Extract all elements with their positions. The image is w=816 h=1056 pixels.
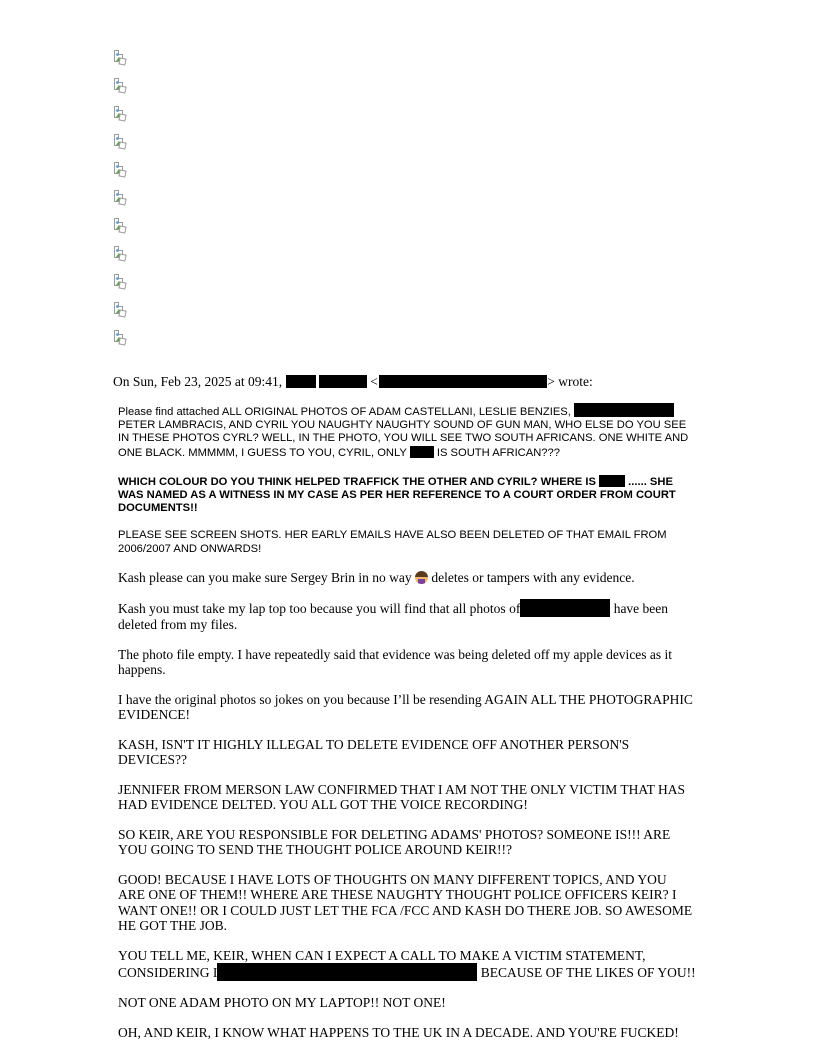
broken-image-icon[interactable] [113, 50, 126, 65]
redacted-name [520, 599, 610, 617]
paragraph-9: JENNIFER FROM MERSON LAW CONFIRMED THAT I AM NOT THE ONLY VICTIM THAT HAS HAD EVIDENCE DELTED. YOU ALL GOT THE VOICE RECORDING! [118, 781, 685, 813]
text: WHICH COLOUR DO YOU THINK HELPED TRAFFICK THE OTHER AND CYRIL? WHERE IS [118, 475, 596, 488]
redacted-sender-first-name [286, 375, 316, 388]
paragraph-8: KASH, ISN'T IT HIGHLY ILLEGAL TO DELETE EVIDENCE OFF ANOTHER PERSON'S DEVICES?? [118, 736, 630, 768]
broken-image-icon[interactable] [113, 162, 126, 177]
paragraph-2 [118, 475, 696, 516]
paragraph-10: SO KEIR, ARE YOU RESPONSIBLE FOR DELETING ADAMS' PHOTOS? SOMEONE IS!!! ARE YOU GOING TO SEND THE THOUGHT POLICE AROUND KEIR!!? [118, 826, 671, 858]
quoted-message [118, 400, 696, 1040]
attached-image-list [113, 50, 126, 358]
broken-image-icon[interactable] [113, 106, 126, 121]
redacted-text [217, 963, 477, 981]
text: BECAUSE OF THE LIKES OF YOU!! [480, 965, 696, 981]
paragraph-11: GOOD! BECAUSE I HAVE LOTS OF THOUGHTS ON MANY DIFFERENT TOPICS, AND YOU ARE ONE OF THEM!! WHERE ARE THESE NAUGHTY THOUGHT POLICE OFFICERS KEIR? I WANT ONE!! OR I COULD JUST LET THE FCA /FCC AND KASH DO THERE JOB. SO AWESOME HE GOT THE JOB. [118, 871, 693, 934]
broken-image-icon[interactable] [113, 190, 126, 205]
text: Please find attached ALL ORIGINAL PHOTOS OF ADAM CASTELLANI, LESLIE BENZIES, [118, 406, 571, 418]
redacted-name [599, 475, 625, 487]
paragraph-6: The photo file empty. I have repeatedly said that evidence was being deleted off my apple devices as it happens. [118, 646, 673, 678]
paragraph-4 [118, 570, 696, 586]
broken-image-icon[interactable] [113, 302, 126, 317]
paragraph-1 [118, 403, 696, 460]
header-suffix: > wrote: [547, 374, 593, 389]
broken-image-icon[interactable] [113, 134, 126, 149]
text: Kash please can you make sure Sergey Brin in no way [118, 569, 412, 585]
text: deletes or tampers with any evidence. [431, 569, 635, 585]
paragraph-3: PLEASE SEE SCREEN SHOTS. HER EARLY EMAILS HAVE ALSO BEEN DELETED OF THAT EMAIL FROM 2006/2007 AND ONWARDS! [118, 529, 667, 555]
broken-image-icon[interactable] [113, 330, 126, 345]
broken-image-icon[interactable] [113, 78, 126, 93]
redacted-name [410, 446, 434, 458]
text: have been deleted from my files. [118, 601, 669, 633]
paragraph-5 [118, 599, 696, 633]
header-lt: < [370, 374, 378, 389]
header-prefix: On Sun, Feb 23, 2025 at 09:41, [113, 374, 283, 389]
redacted-sender-last-name [319, 375, 367, 388]
broken-image-icon[interactable] [113, 218, 126, 233]
paragraph-12 [118, 948, 696, 982]
reply-header [113, 373, 713, 390]
paragraph-13: NOT ONE ADAM PHOTO ON MY LAPTOP!! NOT ONE! [118, 995, 446, 1011]
text: YOU TELL ME, KEIR, WHEN CAN I EXPECT A CALL TO MAKE A VICTIM STATEMENT, CONSIDERING I [118, 947, 646, 981]
text: ...... SHE WAS NAMED AS A WITNESS IN MY CASE AS PER HER REFERENCE TO A COURT ORDER FROM COURT DOCUMENTS!! [118, 475, 676, 515]
text: Kash you must take my lap top too because you will find that all photos of [118, 601, 521, 617]
redacted-sender-email [379, 375, 547, 388]
paragraph-7: I have the original photos so jokes on you because I’ll be resending AGAIN ALL THE PHOTOGRAPHIC EVIDENCE! [118, 691, 693, 723]
text: PETER LAMBRACIS, AND CYRIL YOU NAUGHTY NAUGHTY SOUND OF GUN MAN, WHO ELSE DO YOU SEE IN THESE PHOTOS CYRL? WELL, IN THE PHOTO, YOU WILL SEE TWO SOUTH AFRICANS. ONE WHITE AND ONE BLACK. MMMMM, I GUESS TO YOU, CYRIL, ONLY [118, 419, 689, 459]
broken-image-icon[interactable] [113, 246, 126, 261]
broken-image-icon[interactable] [113, 274, 126, 289]
paragraph-14: OH, AND KEIR, I KNOW WHAT HAPPENS TO THE UK IN A DECADE. AND YOU'RE FUCKED! [118, 1024, 679, 1040]
text: IS SOUTH AFRICAN??? [436, 446, 560, 459]
person-gesturing-no-icon [415, 571, 428, 584]
redacted-name [574, 403, 674, 417]
